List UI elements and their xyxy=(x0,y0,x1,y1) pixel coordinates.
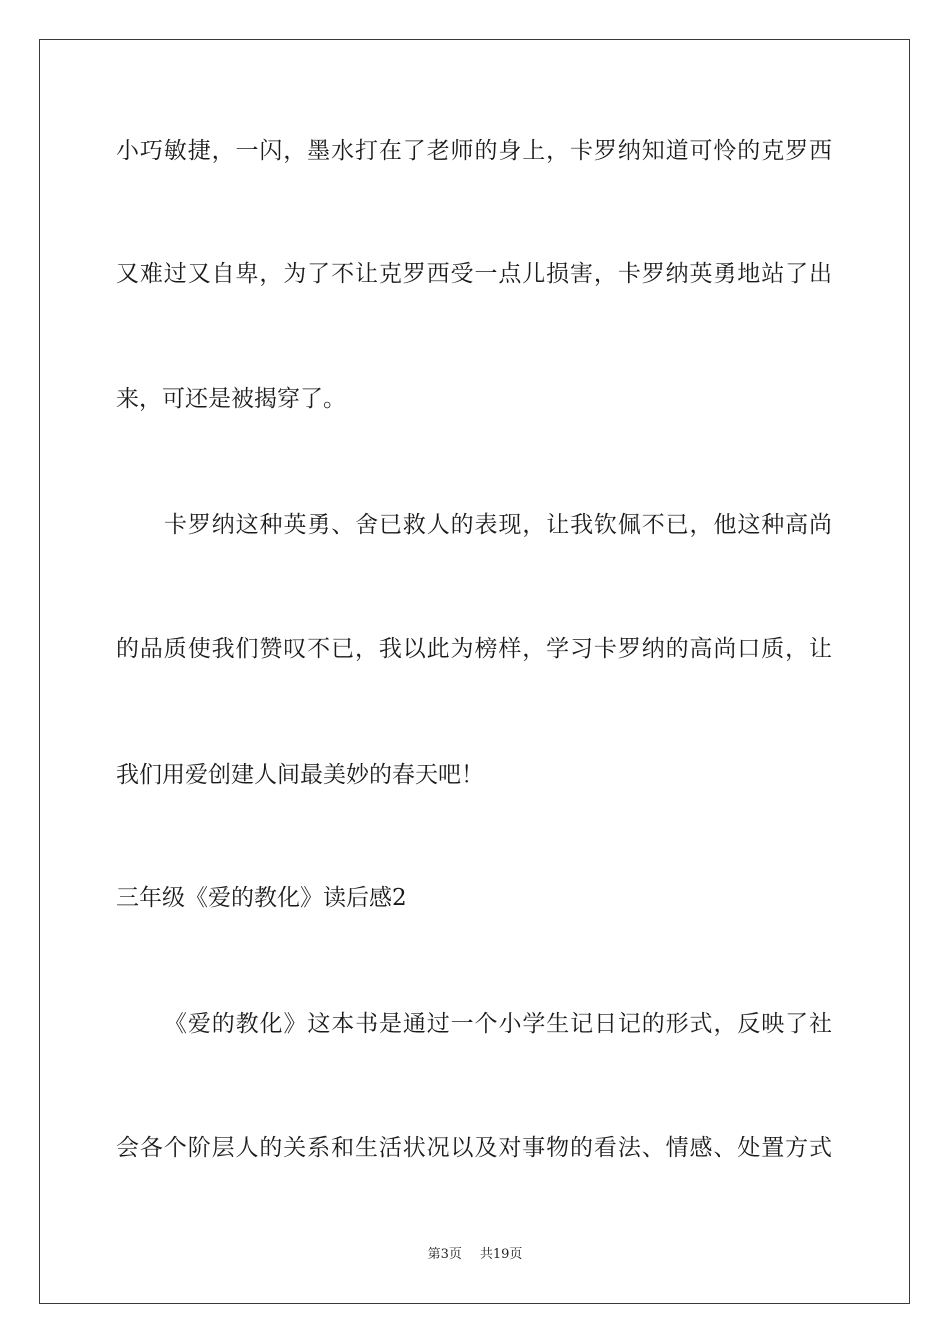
body-line-7: 《爱的教化》这本书是通过一个小学生记日记的形式，反映了社 xyxy=(164,1011,832,1037)
page-border xyxy=(39,39,910,1304)
section-heading: 三年级《爱的教化》读后感2 xyxy=(116,885,407,911)
body-line-4: 卡罗纳这种英勇、舍已救人的表现，让我钦佩不已，他这种高尚 xyxy=(164,512,832,538)
current-page-label: 第3页 xyxy=(427,1247,462,1262)
body-line-3: 来，可还是被揭穿了。 xyxy=(116,386,346,412)
body-line-8: 会各个阶层人的关系和生活状况以及对事物的看法、情感、处置方式 xyxy=(116,1135,832,1161)
body-line-2: 又难过又自卑，为了不让克罗西受一点儿损害，卡罗纳英勇地站了出 xyxy=(116,261,832,287)
total-pages-label: 共19页 xyxy=(479,1247,523,1262)
body-line-6: 我们用爱创建人间最美妙的春天吧！ xyxy=(116,762,484,788)
body-line-1: 小巧敏捷，一闪，墨水打在了老师的身上，卡罗纳知道可怜的克罗西 xyxy=(116,138,832,164)
body-line-5: 的品质使我们赞叹不已，我以此为榜样，学习卡罗纳的高尚口质，让 xyxy=(116,636,832,662)
page-footer xyxy=(0,1246,950,1264)
